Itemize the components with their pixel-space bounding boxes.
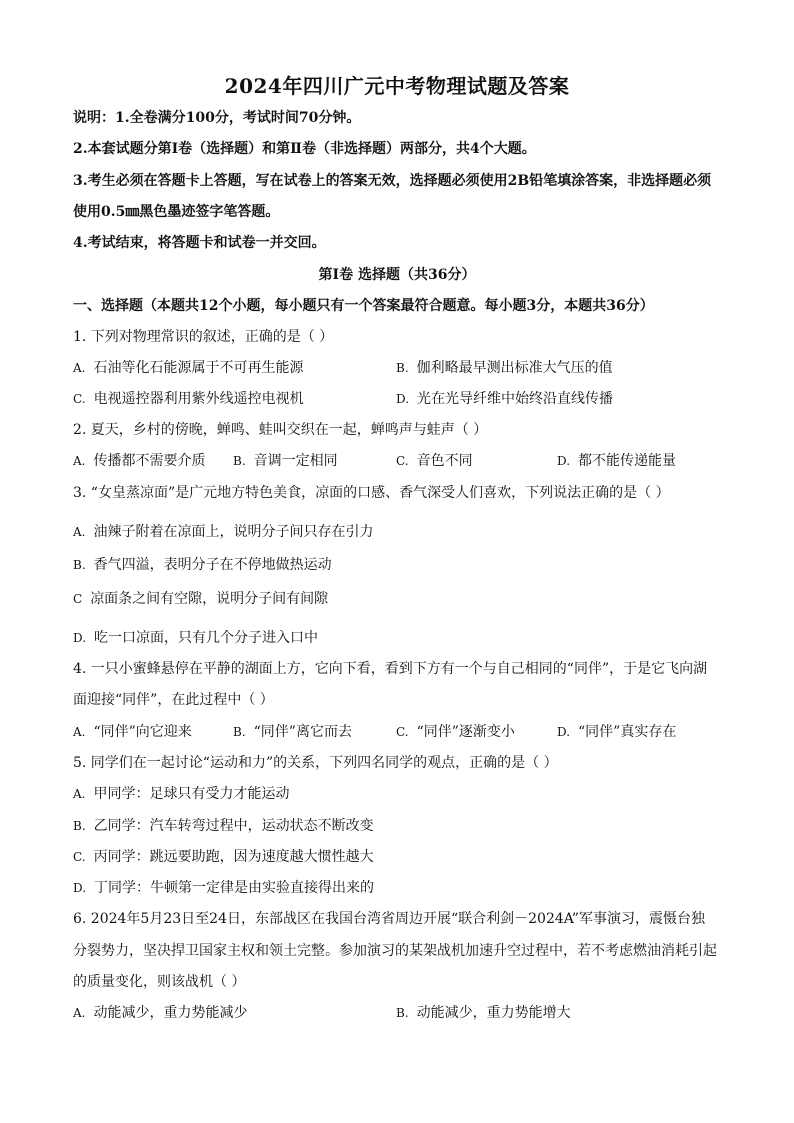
- option-text: 油辣子附着在凉面上，说明分子间只存在引力: [93, 524, 374, 540]
- answer-option: [73, 847, 374, 867]
- answer-option: [396, 1003, 571, 1023]
- question-stem: 的质量变化，则该战机（ ）: [73, 974, 246, 990]
- answer-option: [73, 784, 289, 804]
- answer-option: [73, 589, 328, 609]
- option-letter: B.: [73, 558, 86, 572]
- answer-option: [73, 358, 303, 378]
- option-letter: C.: [73, 392, 86, 406]
- instruction-line: 说明：1.全卷满分100分，考试时间70分钟。: [73, 110, 361, 126]
- option-text: 甲同学：足球只有受力才能运动: [93, 786, 290, 802]
- answer-option: [73, 555, 332, 575]
- option-letter: C.: [73, 850, 86, 864]
- answer-option: [396, 722, 515, 742]
- option-letter: B.: [73, 819, 86, 833]
- option-letter: A.: [73, 361, 86, 375]
- option-letter: D.: [396, 392, 410, 406]
- option-text: 音调一定相同: [253, 453, 338, 469]
- question-stem: 1. 下列对物理常识的叙述，正确的是（ ）: [73, 329, 334, 345]
- answer-option: [73, 522, 373, 542]
- option-letter: D.: [73, 881, 87, 895]
- answer-option: [73, 722, 192, 742]
- answer-option: [396, 451, 473, 471]
- option-text: 丙同学：跳远要助跑，因为速度越大惯性越大: [93, 849, 374, 865]
- question-stem: 分裂势力，坚决捍卫国家主权和领土完整。参加演习的某架战机加速升空过程中，若不考虑燃油消耗引起: [73, 943, 717, 959]
- option-text: 传播都不需要介质: [93, 453, 206, 469]
- option-text: 石油等化石能源属于不可再生能源: [93, 360, 304, 376]
- answer-option: [557, 451, 676, 471]
- option-text: 伽利略最早测出标准大气压的值: [416, 360, 613, 376]
- option-text: “同伴”离它而去: [253, 724, 352, 740]
- option-letter: B.: [396, 361, 409, 375]
- answer-option: [73, 628, 318, 648]
- answer-option: [396, 358, 613, 378]
- option-letter: D.: [557, 725, 571, 739]
- answer-option: [73, 451, 205, 471]
- answer-option: [396, 389, 613, 409]
- option-text: 动能减少，重力势能减少: [93, 1005, 248, 1021]
- answer-option: [73, 389, 304, 409]
- instruction-line: 4.考试结束，将答题卡和试卷一并交回。: [73, 235, 326, 251]
- option-text: 乙同学：汽车转弯过程中，运动状态不断改变: [93, 818, 374, 834]
- question-stem: 6. 2024年5月23日至24日，东部战区在我国台湾省周边开展“联合利剑－2024A”军事演习，震慑台独: [73, 911, 705, 927]
- instruction-line: 2.本套试题分第Ⅰ卷（选择题）和第Ⅱ卷（非选择题）两部分，共4个大题。: [73, 141, 536, 157]
- question-stem: 5. 同学们在一起讨论“运动和力”的关系，下列四名同学的观点，正确的是（ ）: [73, 755, 558, 771]
- page-title: 2024年四川广元中考物理试题及答案: [224, 74, 570, 98]
- answer-option: [73, 1003, 247, 1023]
- option-text: 音色不同: [416, 453, 473, 469]
- option-letter: C: [73, 592, 83, 606]
- option-letter: A.: [73, 525, 86, 539]
- option-letter: B.: [233, 725, 246, 739]
- answer-option: [557, 722, 676, 742]
- question-stem: 4. 一只小蜜蜂悬停在平静的湖面上方，它向下看，看到下方有一个与自己相同的“同伴”，于是它飞向湖: [73, 661, 708, 677]
- option-text: 光在光导纤维中始终沿直线传播: [417, 391, 614, 407]
- answer-option: [73, 816, 374, 836]
- option-text: 吃一口凉面，只有几个分子进入口中: [94, 630, 319, 646]
- option-text: 香气四溢，表明分子在不停地做热运动: [93, 557, 332, 573]
- answer-option: [233, 451, 338, 471]
- option-text: 动能减少，重力势能增大: [416, 1005, 571, 1021]
- option-letter: C.: [396, 454, 409, 468]
- option-text: “同伴”逐渐变小: [416, 724, 515, 740]
- option-letter: C.: [396, 725, 409, 739]
- option-text: “同伴”真实存在: [578, 724, 677, 740]
- answer-option: [233, 722, 352, 742]
- section-title: 第Ⅰ卷 选择题（共36分）: [318, 267, 476, 283]
- option-letter: D.: [73, 631, 87, 645]
- option-letter: B.: [396, 1006, 409, 1020]
- option-letter: B.: [233, 454, 246, 468]
- option-letter: A.: [73, 787, 86, 801]
- option-text: 电视遥控器利用紫外线遥控电视机: [93, 391, 304, 407]
- option-text: 丁同学：牛顿第一定律是由实验直接得出来的: [94, 880, 375, 896]
- question-stem: 面迎接“同伴”，在此过程中（ ）: [73, 692, 274, 708]
- option-text: 凉面条之间有空隙，说明分子间有间隙: [90, 591, 329, 607]
- instruction-line: 使用0.5㎜黑色墨迹签字笔答题。: [73, 204, 280, 220]
- part-heading: 一、选择题（本题共12个小题，每小题只有一个答案最符合题意。每小题3分，本题共36分）: [73, 298, 654, 314]
- option-letter: A.: [73, 1006, 86, 1020]
- option-text: 都不能传递能量: [578, 453, 677, 469]
- option-letter: D.: [557, 454, 571, 468]
- question-stem: 3. “女皇蒸凉面”是广元地方特色美食，凉面的口感、香气深受人们喜欢，下列说法正确的是（ ）: [73, 485, 670, 501]
- answer-option: [73, 878, 374, 898]
- option-letter: A.: [73, 725, 86, 739]
- option-letter: A.: [73, 454, 86, 468]
- question-stem: 2. 夏天，乡村的傍晚，蝉鸣、蛙叫交织在一起，蝉鸣声与蛙声（ ）: [73, 422, 488, 438]
- option-text: “同伴”向它迎来: [93, 724, 192, 740]
- instruction-line: 3.考生必须在答题卡上答题，写在试卷上的答案无效，选择题必须使用2B铅笔填涂答案，非选择题必须: [73, 173, 712, 189]
